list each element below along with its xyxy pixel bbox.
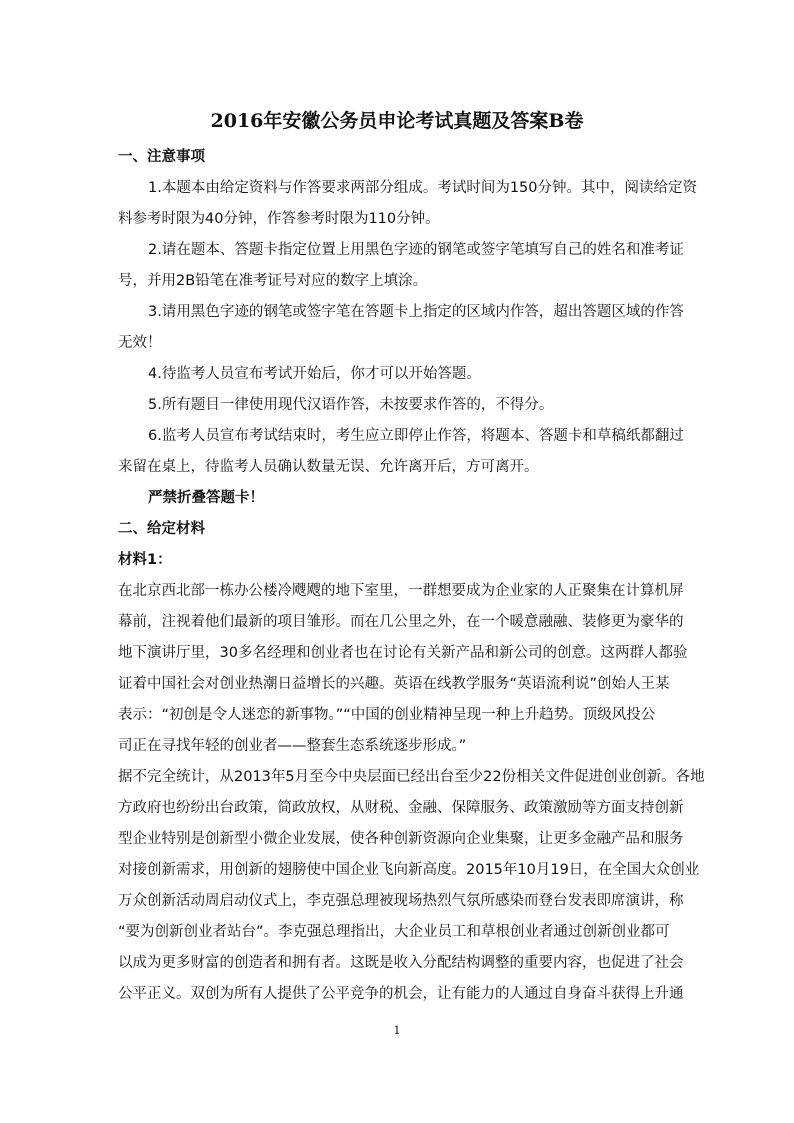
material-1-line: “要为创新创业者站台”。李克强总理指出，大企业员工和草根创业者通过创新创业都可	[118, 924, 670, 940]
material-1-line: 万众创新活动周启动仪式上，李克强总理被现场热烈气氛所感染而登台发表即席演讲，称	[118, 893, 684, 909]
material-1-line: 以成为更多财富的创造者和拥有者。这既是收入分配结构调整的重要内容，也促进了社会	[118, 955, 684, 971]
material-1-line: 证着中国社会对创业热潮日益增长的兴趣。英语在线教学服务“英语流利说”创始人王某	[118, 676, 670, 692]
notice-item-4: 4.待监考人员宣布考试开始后，你才可以开始答题。	[148, 366, 481, 382]
document-body	[118, 142, 705, 1010]
notice-item-2-cont: 号，并用2B铅笔在准考证号对应的数字上填涂。	[118, 273, 428, 289]
notice-item-1-cont: 料参考时限为40分钟，作答参考时限为110分钟。	[118, 211, 440, 227]
notice-item-2: 2.请在题本、答题卡指定位置上用黑色字迹的钢笔或签字笔填写自己的姓名和准考证	[148, 242, 684, 258]
material-1-line: 在北京西北部一栋办公楼冷飕飕的地下室里，一群想要成为企业家的人正聚集在计算机屏	[118, 583, 684, 599]
section-heading-materials: 二、给定材料	[118, 521, 205, 537]
material-1-line: 司正在寻找年轻的创业者——整套生态系统逐步形成。”	[118, 738, 467, 754]
material-1-line: 公平正义。双创为所有人提供了公平竞争的机会，让有能力的人通过自身奋斗获得上升通	[118, 986, 684, 1002]
notice-item-3: 3.请用黑色字迹的钢笔或签字笔在答题卡上指定的区域内作答，超出答题区域的作答	[148, 304, 684, 320]
material-1-line: 幕前，注视着他们最新的项目雏形。而在几公里之外，在一个暖意融融、装修更为豪华的	[118, 614, 684, 630]
material-1-line: 地下演讲厅里，30多名经理和创业者也在讨论有关新产品和新公司的创意。这两群人都验	[118, 645, 688, 661]
material-1-line: 型企业特别是创新型小微企业发展，使各种创新资源向企业集聚，让更多金融产品和服务	[118, 831, 684, 847]
notice-item-1: 1.本题本由给定资料与作答要求两部分组成。考试时间为150分钟。其中，阅读给定资	[148, 180, 698, 196]
document-title: 2016年安徽公务员申论考试真题及答案B卷	[210, 110, 584, 132]
notice-item-3-cont: 无效！	[118, 335, 162, 351]
material-1-line: 表示：“初创是令人迷恋的新事物。”“中国的创业精神呈现一种上升趋势。顶级风投公	[118, 707, 656, 723]
section-heading-notes: 一、注意事项	[118, 149, 205, 165]
notice-warning: 严禁折叠答题卡！	[148, 490, 264, 506]
notice-item-6: 6.监考人员宣布考试结束时，考生应立即停止作答，将题本、答题卡和草稿纸都翻过	[148, 428, 684, 444]
material-1-heading: 材料1：	[118, 552, 172, 568]
material-1-line: 对接创新需求，用创新的翅膀使中国企业飞向新高度。2015年10月19日，在全国大众创业	[118, 862, 700, 878]
page-number: 1	[393, 1024, 401, 1037]
notice-item-6-cont: 来留在桌上，待监考人员确认数量无误、允许离开后，方可离开。	[118, 459, 539, 475]
material-1-line: 方政府也纷纷出台政策，简政放权，从财税、金融、保障服务、政策激励等方面支持创新	[118, 800, 684, 816]
material-1-line: 据不完全统计，从2013年5月至今中央层面已经出台至少22份相关文件促进创业创新。各地	[118, 769, 705, 785]
notice-item-5: 5.所有题目一律使用现代汉语作答，未按要求作答的，不得分。	[148, 397, 554, 413]
